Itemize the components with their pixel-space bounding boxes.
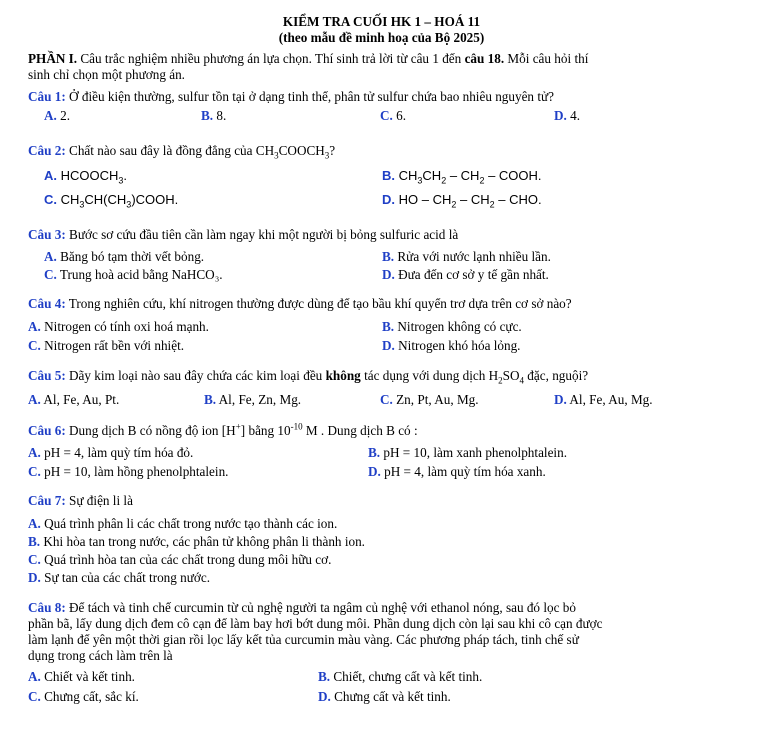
q6-option-a[interactable]: A. pH = 4, làm quỳ tím hóa đỏ.: [28, 445, 194, 460]
q2-option-a[interactable]: A. $HCOOCH_3$.: [44, 168, 128, 186]
exam-subtitle: (theo mẫu đề minh hoạ của Bộ 2025): [278, 30, 485, 45]
q4-option-d[interactable]: D. Nitrogen khó hóa lỏng.: [382, 338, 521, 353]
q6-option-b[interactable]: B. pH = 10, làm xanh phenolphtalein.: [368, 445, 567, 460]
question-8-line3: làm lạnh để yên một thời gian rồi lọc lấy kết tủa curcumin màu vàng. Các phương pháp tách, tinh chế sử: [28, 632, 579, 647]
question-2: Câu 2: Chất nào sau đây là đồng đẳng của $CH_3COOCH_3$?: [28, 143, 336, 161]
question-3: Câu 3: Bước sơ cứu đầu tiên cần làm ngay khi một người bị bỏng sulfuric acid là: [28, 227, 459, 242]
q1-option-d[interactable]: D. 4.: [554, 108, 581, 123]
q3-option-d[interactable]: D. Đưa đến cơ sở y tế gần nhất.: [382, 267, 549, 282]
q4-option-a[interactable]: A. Nitrogen có tính oxi hoá mạnh.: [28, 319, 209, 334]
part1-instructions: PHẦN I. Câu trắc nghiệm nhiều phương án lựa chọn. Thí sinh trả lời từ câu 1 đến câu 18. Mỗi câu hỏi thí: [28, 51, 589, 66]
question-5: Câu 5: Dãy kim loại nào sau đây chứa các kim loại đều không tác dụng với dung dịch $H_2SO_4$ đặc, nguội?: [28, 368, 589, 386]
question-1: Câu 1: Ở điều kiện thường, sulfur tồn tại ở dạng tinh thể, phân tử sulfur chứa bao nhiêu nguyên tử?: [28, 89, 554, 104]
q5-option-b[interactable]: B. Al, Fe, Zn, Mg.: [204, 392, 302, 407]
q8-option-b[interactable]: B. Chiết, chưng cất và kết tinh.: [318, 669, 483, 684]
exam-title: KIỂM TRA CUỐI HK 1 – HOÁ 11: [282, 14, 481, 29]
q5-option-a[interactable]: A. Al, Fe, Au, Pt.: [28, 392, 120, 407]
part1-instructions-line2: sinh chỉ chọn một phương án.: [28, 67, 185, 82]
question-4: Câu 4: Trong nghiên cứu, khí nitrogen thường được dùng để tạo bầu khí quyển trơ dựa trên cơ sở nào?: [28, 296, 572, 311]
q7-option-b[interactable]: B. Khi hòa tan trong nước, các phân tử không phân li thành ion.: [28, 534, 365, 549]
question-7: Câu 7: Sự điện li là: [28, 493, 133, 508]
q3-option-c[interactable]: C. Trung hoà acid bằng NaHCO₃.: [44, 267, 223, 282]
q8-option-d[interactable]: D. Chưng cất và kết tinh.: [318, 689, 451, 704]
question-6: Câu 6: Dung dịch B có nồng độ ion [H+] bằng $10^{-10}$ M . Dung dịch B có :: [28, 421, 418, 438]
part1-label: PHẦN I.: [28, 51, 78, 66]
q7-option-a[interactable]: A. Quá trình phân li các chất trong nước tạo thành các ion.: [28, 516, 338, 531]
question-8-line4: dụng trong cách làm trên là: [28, 648, 173, 663]
q2-option-b[interactable]: B. $CH_3CH_2 - CH_2$ – COOH.: [382, 168, 542, 186]
q3-option-a[interactable]: A. Băng bó tạm thời vết bỏng.: [44, 249, 205, 264]
question-8-line2: phần bã, lấy dung dịch đem cô cạn để làm bay hơi bớt dung môi. Phần dung dịch còn lại sau khi cô cạn được: [28, 616, 603, 631]
q8-option-a[interactable]: A. Chiết và kết tinh.: [28, 669, 135, 684]
q7-option-c[interactable]: C. Quá trình hòa tan của các chất trong dung môi hữu cơ.: [28, 552, 332, 567]
q4-option-c[interactable]: C. Nitrogen rất bền với nhiệt.: [28, 338, 185, 353]
q6-option-d[interactable]: D. pH = 4, làm quỳ tím hóa xanh.: [368, 464, 546, 479]
q2-option-d[interactable]: D. HO – $CH_2 - CH_2$ – CHO.: [382, 192, 542, 210]
q7-option-d[interactable]: D. Sự tan của các chất trong nước.: [28, 570, 211, 585]
q5-option-d[interactable]: D. Al, Fe, Au, Mg.: [554, 392, 653, 407]
q1-option-c[interactable]: C. 6.: [380, 108, 407, 123]
q5-option-c[interactable]: C. Zn, Pt, Au, Mg.: [380, 392, 479, 407]
q8-option-c[interactable]: C. Chưng cất, sắc kí.: [28, 689, 139, 704]
q2-option-c[interactable]: C. $CH_3CH(CH_3)COOH$.: [44, 192, 179, 210]
q3-option-b[interactable]: B. Rửa với nước lạnh nhiều lần.: [382, 249, 551, 264]
q4-option-b[interactable]: B. Nitrogen không có cực.: [382, 319, 522, 334]
q1-option-a[interactable]: A. 2.: [44, 108, 71, 123]
q1-option-b[interactable]: B. 8.: [201, 108, 227, 123]
q6-option-c[interactable]: C. pH = 10, làm hồng phenolphtalein.: [28, 464, 229, 479]
question-8: Câu 8: Để tách và tinh chế curcumin từ củ nghệ người ta ngâm củ nghệ với ethanol nóng, sau đó lọc bỏ: [28, 600, 576, 615]
